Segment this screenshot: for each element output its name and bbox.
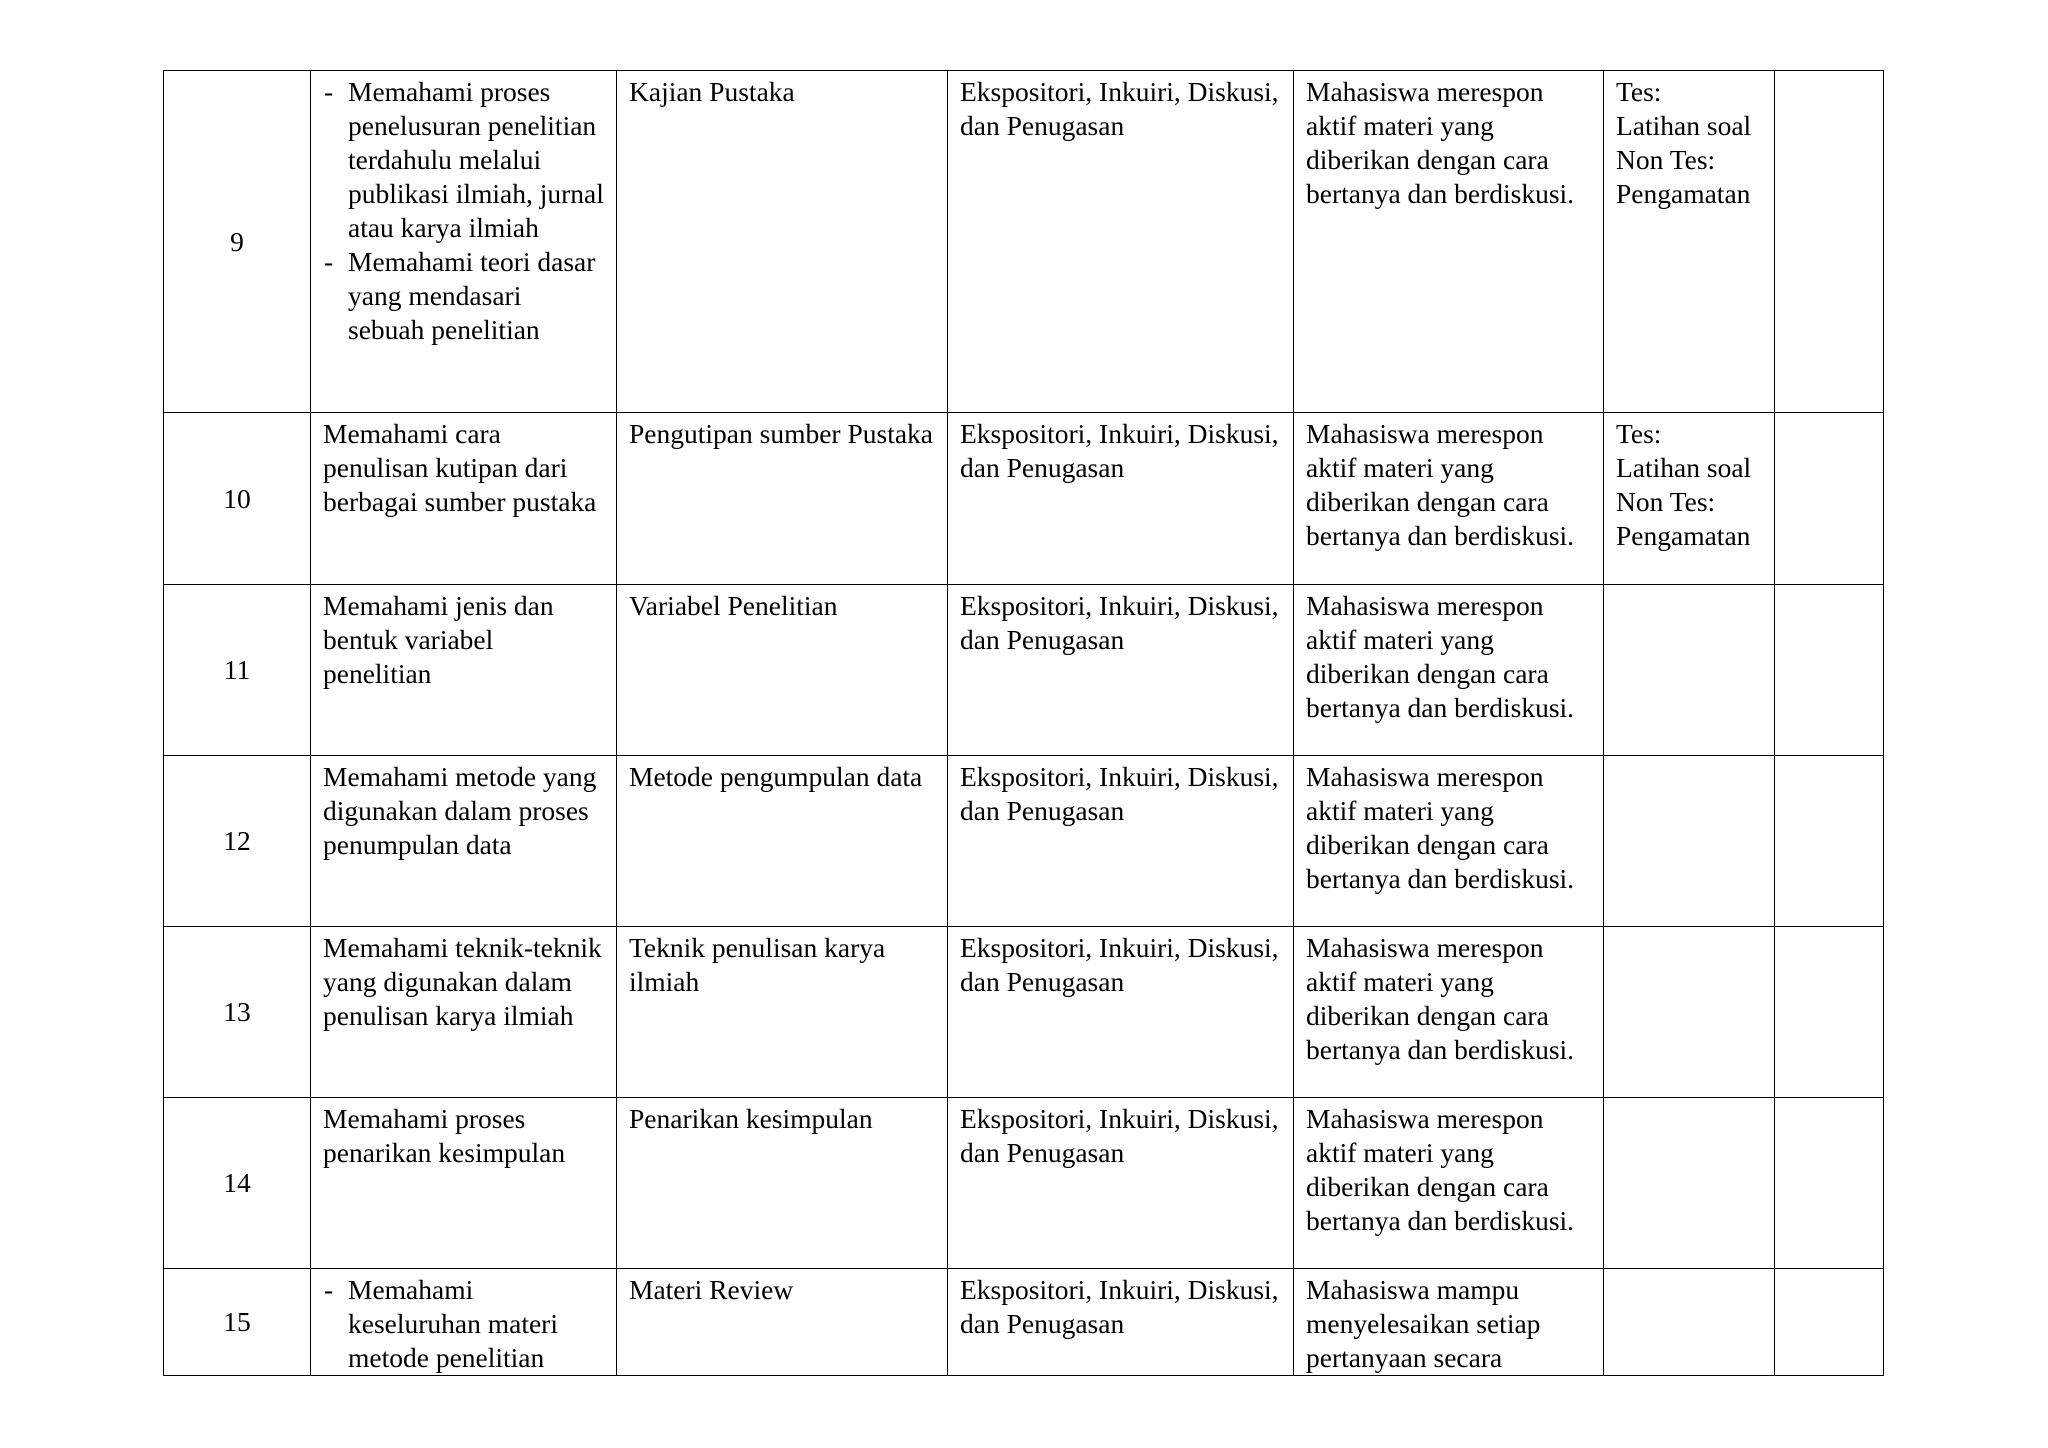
row-number: 9 (164, 71, 311, 413)
list-item: - Memahami teori dasar yang mendasari sebuah penelitian (348, 245, 604, 347)
metode-cell: Ekspositori, Inkuiri, Diskusi, dan Penugasan (948, 756, 1294, 927)
materi-cell: Materi Review (617, 1269, 948, 1376)
row-number: 13 (164, 927, 311, 1098)
metode-cell: Ekspositori, Inkuiri, Diskusi, dan Penugasan (948, 927, 1294, 1098)
pengalaman-cell: Mahasiswa merespon aktif materi yang diberikan dengan cara bertanya dan berdiskusi. (1294, 756, 1604, 927)
kemampuan-cell (311, 71, 617, 413)
penilaian-cell (1604, 585, 1775, 756)
table-row (164, 413, 1884, 585)
pengalaman-cell: Mahasiswa merespon aktif materi yang diberikan dengan cara bertanya dan berdiskusi. (1294, 71, 1604, 413)
materi-cell: Pengutipan sumber Pustaka (617, 413, 948, 585)
penilaian-cell: Tes: Latihan soal Non Tes: Pengamatan (1604, 71, 1775, 413)
kemampuan-cell: Memahami metode yang digunakan dalam proses penumpulan data (311, 756, 617, 927)
metode-cell: Ekspositori, Inkuiri, Diskusi, dan Penugasan (948, 413, 1294, 585)
table-row (164, 585, 1884, 756)
pengalaman-cell: Mahasiswa merespon aktif materi yang diberikan dengan cara bertanya dan berdiskusi. (1294, 927, 1604, 1098)
extra-cell (1775, 1098, 1884, 1269)
metode-cell: Ekspositori, Inkuiri, Diskusi, dan Penugasan (948, 1098, 1294, 1269)
table-row (164, 1098, 1884, 1269)
metode-cell: Ekspositori, Inkuiri, Diskusi, dan Penugasan (948, 71, 1294, 413)
penilaian-cell (1604, 756, 1775, 927)
materi-cell: Metode pengumpulan data (617, 756, 948, 927)
kemampuan-list (323, 75, 604, 347)
row-number: 14 (164, 1098, 311, 1269)
kemampuan-cell: Memahami cara penulisan kutipan dari berbagai sumber pustaka (311, 413, 617, 585)
table-row (164, 927, 1884, 1098)
penilaian-cell (1604, 927, 1775, 1098)
metode-cell: Ekspositori, Inkuiri, Diskusi, dan Penugasan (948, 1269, 1294, 1376)
extra-cell (1775, 756, 1884, 927)
metode-cell: Ekspositori, Inkuiri, Diskusi, dan Penugasan (948, 585, 1294, 756)
extra-cell (1775, 1269, 1884, 1376)
pengalaman-cell: Mahasiswa merespon aktif materi yang diberikan dengan cara bertanya dan berdiskusi. (1294, 585, 1604, 756)
extra-cell (1775, 71, 1884, 413)
row-number: 12 (164, 756, 311, 927)
penilaian-cell (1604, 1269, 1775, 1376)
kemampuan-cell: Memahami proses penarikan kesimpulan (311, 1098, 617, 1269)
rps-table (163, 70, 1884, 1376)
table-row (164, 1269, 1884, 1376)
materi-cell: Teknik penulisan karya ilmiah (617, 927, 948, 1098)
materi-cell: Variabel Penelitian (617, 585, 948, 756)
kemampuan-list (323, 1273, 604, 1375)
pengalaman-cell: Mahasiswa mampu menyelesaikan setiap pertanyaan secara (1294, 1269, 1604, 1376)
extra-cell (1775, 413, 1884, 585)
table-row (164, 756, 1884, 927)
extra-cell (1775, 585, 1884, 756)
pengalaman-cell: Mahasiswa merespon aktif materi yang diberikan dengan cara bertanya dan berdiskusi. (1294, 1098, 1604, 1269)
row-number: 10 (164, 413, 311, 585)
penilaian-cell (1604, 1098, 1775, 1269)
row-number: 15 (164, 1269, 311, 1376)
kemampuan-cell: Memahami jenis dan bentuk variabel penelitian (311, 585, 617, 756)
kemampuan-cell: Memahami teknik-teknik yang digunakan dalam penulisan karya ilmiah (311, 927, 617, 1098)
extra-cell (1775, 927, 1884, 1098)
table-row (164, 71, 1884, 413)
pengalaman-cell: Mahasiswa merespon aktif materi yang diberikan dengan cara bertanya dan berdiskusi. (1294, 413, 1604, 585)
materi-cell: Kajian Pustaka (617, 71, 948, 413)
row-number: 11 (164, 585, 311, 756)
list-item: - Memahami keseluruhan materi metode penelitian (348, 1273, 604, 1375)
list-item: - Memahami proses penelusuran penelitian terdahulu melalui publikasi ilmiah, jurnal atau karya ilmiah (348, 75, 604, 245)
materi-cell: Penarikan kesimpulan (617, 1098, 948, 1269)
kemampuan-cell (311, 1269, 617, 1376)
penilaian-cell: Tes: Latihan soal Non Tes: Pengamatan (1604, 413, 1775, 585)
